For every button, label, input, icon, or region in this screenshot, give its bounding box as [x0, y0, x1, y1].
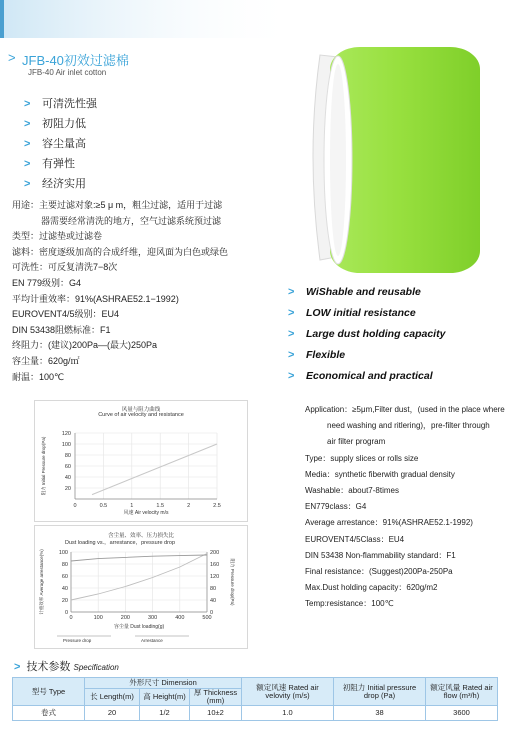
chevron-right-icon: >	[288, 370, 295, 382]
spec-line: need washing and ritlering)，pre-filter through	[327, 421, 490, 431]
spec-line: Application：≥5μm,Filter dust，(used in the place where	[305, 405, 505, 414]
corner-decoration	[0, 0, 300, 40]
header-velocity: 额定风速 Rated air velovity (m/s)	[242, 678, 334, 706]
spec-line: DIN 53438 Non-flammability standard：F1	[305, 550, 456, 560]
arrow-right-icon: >	[8, 50, 16, 65]
spec-line: 器需要经常清洗的地方，空气过滤系统预过滤	[41, 215, 222, 226]
spec-line: Max.Dust holding capacity：620g/m2	[305, 583, 438, 593]
spec-line: EUROVENT4/5级别：EU4	[12, 309, 120, 320]
list-item: > 初阻力低	[24, 114, 97, 134]
list-item: > LOW initial resistance	[288, 303, 445, 324]
x-tick-label: 0.5	[99, 503, 108, 509]
tech-section-title: > 技术参数 Specification	[14, 661, 119, 673]
chevron-right-icon: >	[288, 349, 295, 361]
x-axis-label: 风速 Air velocity m/s	[123, 510, 169, 516]
chart-dust-loading	[34, 525, 248, 649]
x-tick-label: 100	[93, 615, 103, 621]
header-height: 高 Height(m)	[140, 689, 190, 706]
spec-line: EN 779级别：G4	[12, 277, 82, 288]
table-row	[13, 706, 498, 721]
y2-tick-label: 80	[210, 586, 217, 592]
x-tick-label: 0	[69, 615, 73, 621]
chart-title: Dust loading vs.，arrestance，pressure drop	[65, 540, 176, 546]
cell-type: 卷式	[13, 706, 85, 721]
spec-line: air filter program	[327, 437, 386, 447]
legend-entry: Pressure drop	[63, 638, 92, 643]
y-tick-label: 20	[64, 486, 71, 492]
x-tick-label: 500	[202, 615, 212, 621]
features-cn-list	[24, 94, 97, 194]
header-pressure: 初阻力 Initial pressure drop (Pa)	[334, 678, 426, 706]
header-thickness: 厚 Thickness (mm)	[190, 689, 242, 706]
y-tick-label: 60	[61, 574, 68, 580]
chevron-right-icon: >	[24, 98, 31, 110]
product-subtitle: JFB-40 Air inlet cotton	[28, 68, 107, 77]
header-type: 型号 Type	[13, 678, 85, 706]
y-tick-label: 120	[61, 431, 71, 437]
specs-en	[305, 402, 505, 613]
spec-line: 耐温：100℃	[12, 371, 65, 382]
product-title: JFB-40初效过滤棉	[22, 53, 129, 68]
series-line	[71, 555, 207, 561]
y2-axis-label: 阻力 Pressure drop(Pa)	[230, 558, 235, 606]
x-tick-label: 2.5	[213, 503, 221, 509]
x-tick-label: 400	[175, 615, 185, 621]
y2-tick-label: 40	[210, 598, 217, 604]
spec-line: EUROVENT4/5Class：EU4	[305, 534, 405, 544]
cell-thickness: 10±2	[190, 706, 242, 721]
chevron-right-icon: >	[288, 307, 295, 319]
chart-1-svg	[35, 401, 247, 521]
list-item: > Large dust holding capacity	[288, 324, 445, 345]
list-item: > Economical and practical	[288, 366, 445, 387]
features-en-list	[288, 282, 445, 387]
chevron-right-icon: >	[24, 178, 31, 190]
series-line	[71, 554, 207, 601]
series-line	[92, 444, 217, 495]
x-tick-label: 1	[130, 503, 134, 509]
cell-velocity: 1.0	[242, 706, 334, 721]
chart-velocity-resistance	[34, 400, 248, 522]
cell-height: 1/2	[140, 706, 190, 721]
x-axis-label: 容尘量 Dust loading(g)	[113, 624, 165, 630]
spec-line: 平均计重效率：91%(ASHRAE52.1−1992)	[12, 293, 179, 304]
y-axis-label: 计重效率 Average arrestance(%)	[39, 549, 44, 615]
product-title-block	[8, 50, 129, 70]
spec-line: Media：synthetic fiberwith gradual density	[305, 469, 455, 479]
y2-tick-label: 200	[210, 550, 220, 556]
list-item: > Flexible	[288, 345, 445, 366]
y-tick-label: 80	[61, 562, 68, 568]
spec-line: 类型：过滤垫或过滤卷	[12, 231, 103, 242]
y2-tick-label: 120	[210, 574, 220, 580]
y2-tick-label: 0	[210, 610, 214, 616]
spec-line: 用途：主要过滤对象:≥5 μ m，粗尘过滤，适用于过滤	[12, 200, 223, 210]
chevron-right-icon: >	[288, 328, 295, 340]
list-item: > 可清洗性强	[24, 94, 97, 114]
chevron-right-icon: >	[24, 138, 31, 150]
spec-line: 滤料：密度逐级加高的合成纤维，迎风面为白色或绿色	[12, 246, 229, 257]
legend-entry: Arrestance	[141, 638, 163, 643]
cell-length: 20	[85, 706, 140, 721]
y-tick-label: 0	[64, 610, 68, 616]
header-flow: 额定风量 Rated air flow (m³/h)	[426, 678, 498, 706]
chevron-right-icon: >	[288, 286, 295, 298]
y-tick-label: 100	[61, 442, 71, 448]
chevron-right-icon: >	[24, 158, 31, 170]
header-length: 长 Length(m)	[85, 689, 140, 706]
cell-pressure: 38	[334, 706, 426, 721]
header-dimension: 外形尺寸 Dimension	[85, 678, 242, 689]
y2-tick-label: 160	[210, 562, 220, 568]
x-tick-label: 2	[187, 503, 191, 509]
y-axis-label: 阻力 Initial Pressure drop(Pa)	[41, 436, 46, 496]
specs-cn	[12, 198, 262, 385]
chart-title-cn: 含尘量、效率、压力损失比	[107, 533, 174, 539]
chart-2-svg	[35, 526, 247, 648]
x-tick-label: 200	[120, 615, 130, 621]
list-item: > 有弹性	[24, 154, 97, 174]
chevron-right-icon: >	[14, 661, 21, 673]
chart-title-cn: 风量与阻力曲线	[121, 407, 161, 413]
cell-flow: 3600	[426, 706, 498, 721]
y-tick-label: 80	[64, 453, 71, 459]
chart-title: Curve of air velocity and resistance	[98, 412, 184, 418]
spec-line: DIN 53438阻燃标准：F1	[12, 324, 111, 335]
y-tick-label: 100	[58, 550, 68, 556]
y-tick-label: 20	[61, 598, 68, 604]
product-image	[300, 35, 505, 280]
list-item: > 经济实用	[24, 174, 97, 194]
spec-line: Washable：about7-8times	[305, 486, 399, 496]
x-tick-label: 0	[73, 503, 77, 509]
spec-table	[12, 677, 498, 721]
chevron-right-icon: >	[24, 118, 31, 130]
spec-line: 可洗性：可反复清洗7−8次	[12, 262, 118, 273]
spec-line: EN779class：G4	[305, 502, 367, 512]
spec-line: Temp:resistance：100℃	[305, 599, 394, 609]
spec-line: Type：supply slices or rolls size	[305, 453, 419, 463]
y-tick-label: 40	[64, 475, 71, 481]
y-tick-label: 40	[61, 586, 68, 592]
y-tick-label: 60	[64, 464, 71, 470]
spec-line: 容尘量：620g/㎡	[12, 355, 80, 366]
x-tick-label: 1.5	[156, 503, 165, 509]
spec-line: Final resistance：(Suggest)200Pa-250Pa	[305, 567, 453, 577]
list-item: > WiShable and reusable	[288, 282, 445, 303]
spec-line: 终阻力：(建议)200Pa—(最大)250Pa	[12, 340, 158, 351]
list-item: > 容尘量高	[24, 134, 97, 154]
spec-line: Average arrestance：91%(ASHRAE52.1-1992)	[305, 518, 473, 528]
x-tick-label: 300	[148, 615, 158, 621]
